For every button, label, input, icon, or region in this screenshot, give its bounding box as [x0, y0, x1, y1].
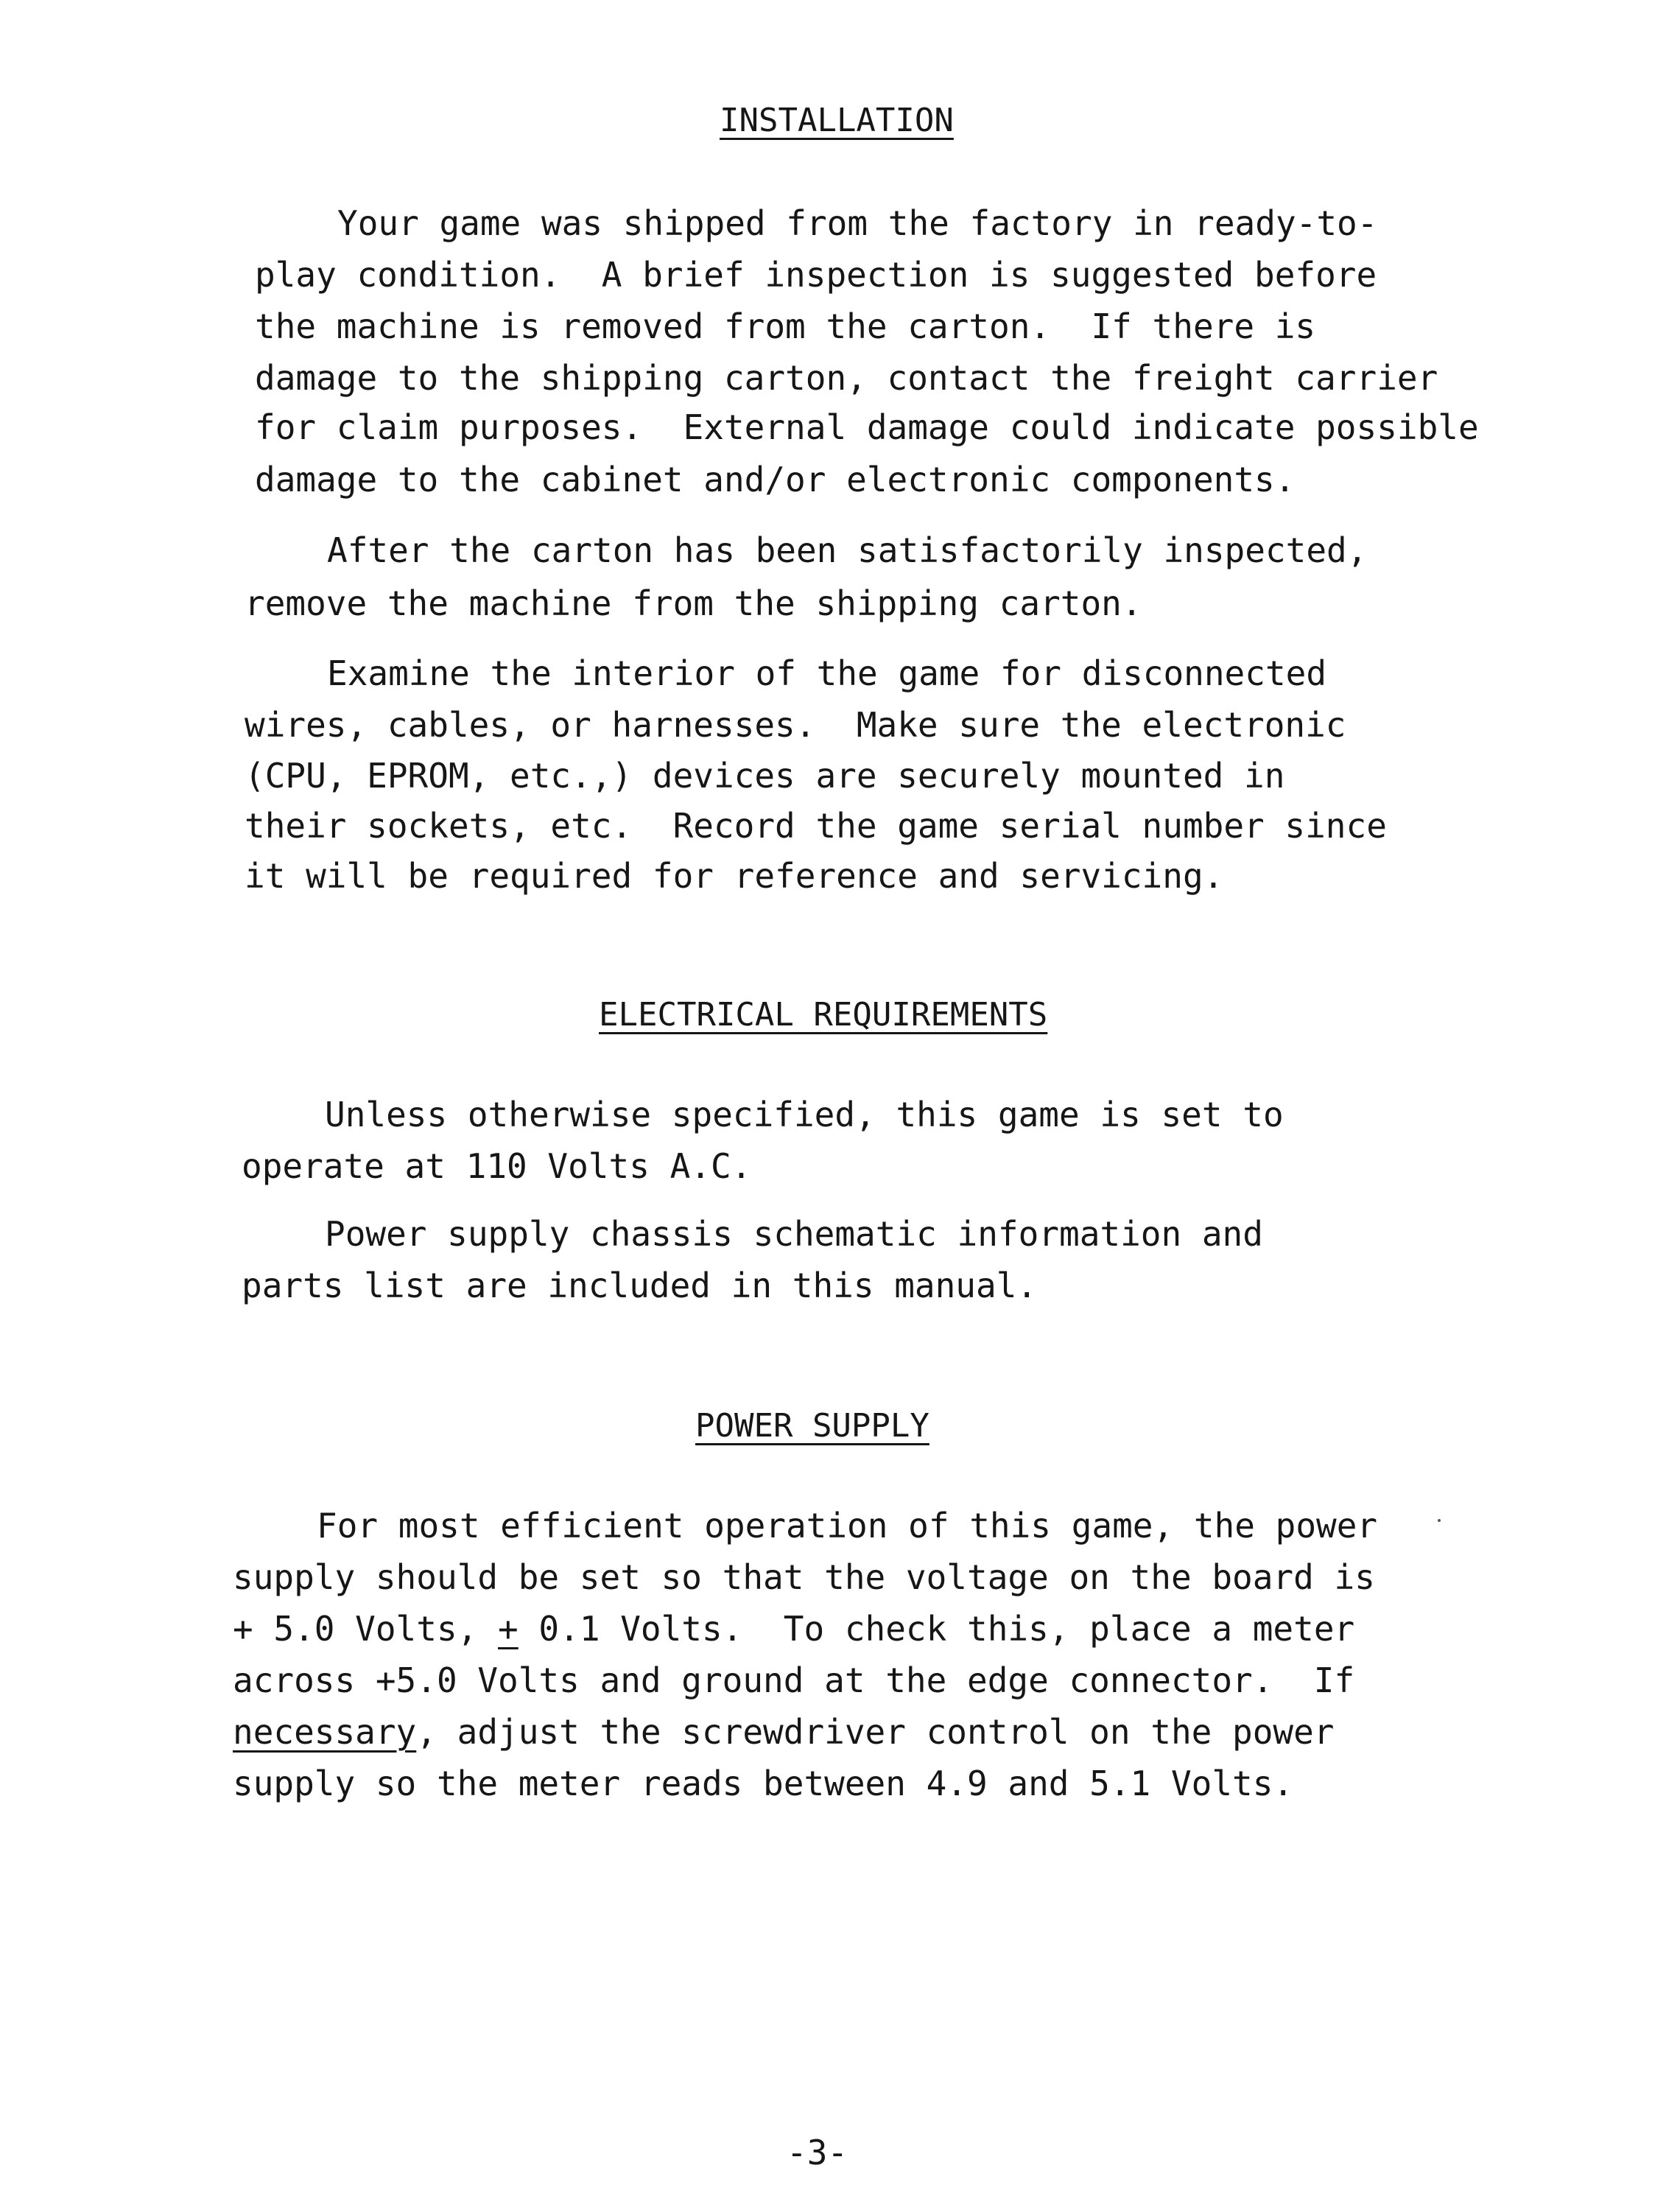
text-line: Examine the interior of the game for disconnected [327, 653, 1327, 693]
text-line: supply so the meter reads between 4.9 and 5.1 Volts. [233, 1764, 1294, 1803]
text-line: for claim purposes. External damage could indicate possible [255, 407, 1479, 447]
text-line: damage to the cabinet and/or electronic components. [255, 460, 1296, 499]
text-line: their sockets, etc. Record the game serial number since [245, 806, 1387, 846]
text-line: Your game was shipped from the factory in ready-to- [337, 203, 1378, 243]
text-line [233, 1609, 1355, 1649]
underlined-word: necessary [233, 1712, 417, 1752]
electrical-requirements-heading: ELECTRICAL REQUIREMENTS [599, 996, 1048, 1034]
scan-speck [1438, 1519, 1441, 1522]
text-line: play condition. A brief inspection is suggested before [255, 255, 1377, 295]
text-line: remove the machine from the shipping carton. [245, 583, 1142, 623]
text-line: Power supply chassis schematic information and [325, 1214, 1263, 1254]
text-line: supply should be set so that the voltage on the board is [233, 1557, 1375, 1597]
text-line: the machine is removed from the carton. If there is [255, 306, 1316, 346]
page-number: -3- [787, 2133, 848, 2172]
plus-minus-symbol: + [498, 1609, 519, 1649]
text-line: operate at 110 Volts A.C. [242, 1146, 752, 1186]
text-line: wires, cables, or harnesses. Make sure the electronic [245, 705, 1346, 745]
text-line: across +5.0 Volts and ground at the edge connector. If [233, 1660, 1355, 1700]
text-line: After the carton has been satisfactorily inspected, [327, 530, 1368, 570]
voltage-tolerance-text: 0.1 Volts. To check this, place a meter [518, 1609, 1355, 1649]
text-line: Unless otherwise specified, this game is set to [325, 1095, 1284, 1134]
power-supply-heading: POWER SUPPLY [695, 1407, 929, 1445]
text-line [233, 1712, 1335, 1752]
text-line: it will be required for reference and servicing. [245, 856, 1224, 896]
text-line: (CPU, EPROM, etc.,) devices are securely mounted in [245, 756, 1285, 796]
text-line: parts list are included in this manual. [242, 1266, 1038, 1305]
text-line: damage to the shipping carton, contact the freight carrier [255, 358, 1438, 398]
text-fragment: , adjust the screwdriver control on the power [416, 1712, 1335, 1752]
voltage-nominal: + 5.0 Volts, [233, 1609, 499, 1649]
text-line: For most efficient operation of this game, the power [317, 1506, 1378, 1546]
installation-heading: INSTALLATION [720, 102, 954, 139]
